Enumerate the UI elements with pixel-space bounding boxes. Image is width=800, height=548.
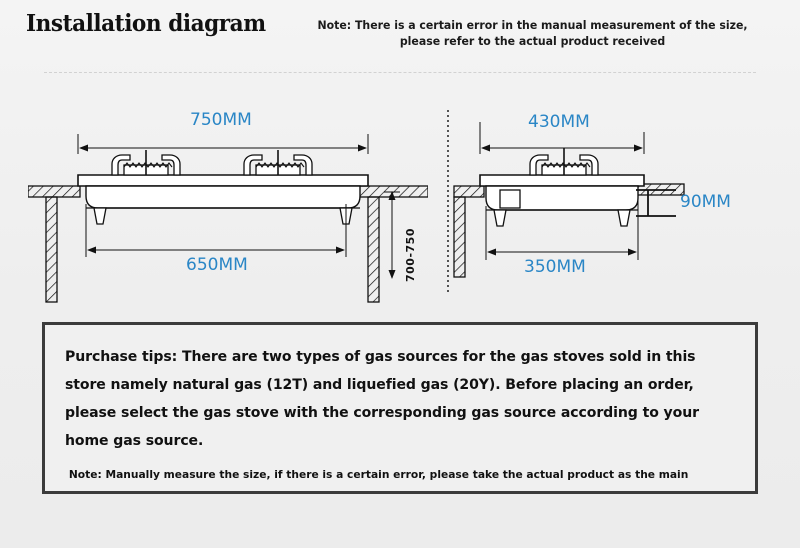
left-top-dimension-label: 750MM (190, 110, 252, 130)
purchase-tips-box (42, 322, 758, 494)
right-diagram (436, 92, 766, 307)
page-title: Installation diagram (26, 10, 266, 37)
purchase-tips-text: Purchase tips: There are two types of gas sources for the gas stoves sold in this store namely natural gas (12T) and liquefied gas (20Y). Before placing an order, please select the gas stove with the corresponding gas source according to your home gas source. (65, 349, 699, 449)
header (0, 10, 800, 49)
purchase-tips-note: Note: Manually measure the size, if there is a certain error, please take the actual product as the main (68, 468, 689, 481)
header-divider (44, 72, 756, 73)
diagram-area (0, 92, 800, 307)
left-diagram (28, 92, 428, 307)
right-depth-dimension-label: 90MM (680, 192, 731, 212)
left-side-dimension-label: 700-750 (404, 228, 417, 282)
right-bottom-dimension-label: 350MM (524, 257, 586, 277)
left-bottom-dimension-label: 650MM (186, 255, 248, 275)
header-note: Note: There is a certain error in the manual measurement of the size, please refer to the actual product received (317, 18, 748, 48)
right-top-dimension-label: 430MM (528, 112, 590, 132)
